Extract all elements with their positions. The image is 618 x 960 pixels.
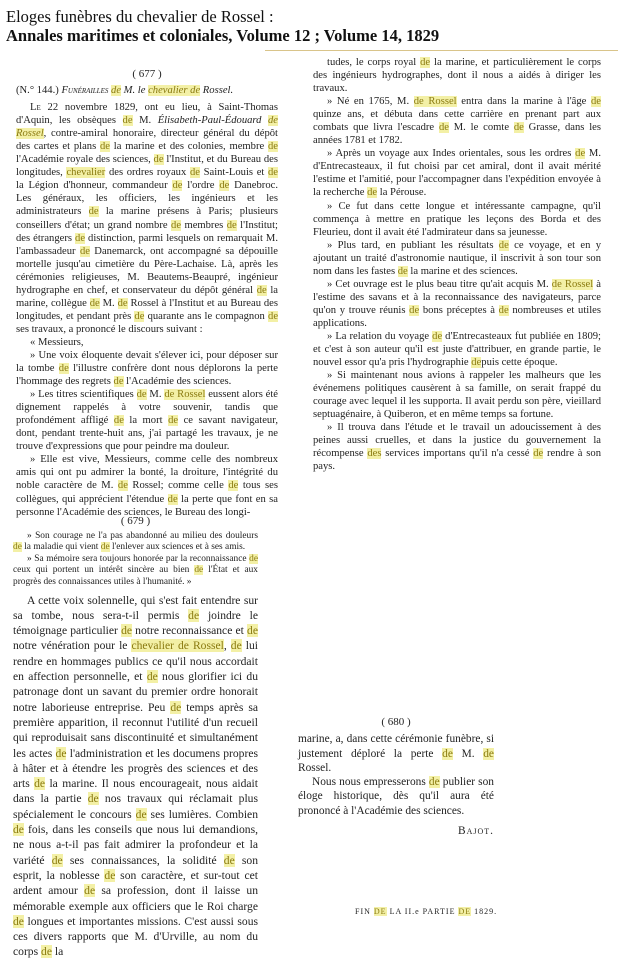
text-run: ce savant navigateur, dont, pendant trente-huit ans, j'ai partagé les travaux, je ne trouve d'expressions que pour peindre ma douleur.: [16, 415, 278, 453]
highlighted-term: de Rossel: [413, 96, 457, 108]
text-run: (N.° 144.): [16, 85, 62, 97]
text-run: ses lumières. Combien: [146, 807, 258, 821]
text-run: membres: [181, 219, 227, 231]
text-run: marine, a, dans cette cérémonie funèbre, si justement déploré la perte: [298, 733, 494, 760]
paragraph: [313, 369, 601, 421]
paragraph: [16, 336, 278, 349]
highlighted-term: de: [146, 670, 158, 684]
quote-block: [13, 531, 258, 589]
text-run: la Légion d'honneur, commandeur: [16, 180, 173, 192]
text-run: Funérailles: [61, 85, 112, 97]
text-run: M. le: [121, 85, 149, 97]
text-run: Rossel à l'Institut et au Bureau des longitudes, et pendant près: [16, 297, 278, 322]
highlighted-term: de Rossel: [164, 389, 206, 401]
highlighted-term: DE: [458, 907, 472, 916]
highlighted-term: de: [168, 415, 179, 427]
signature: Bajot.: [458, 825, 494, 838]
text-run: » Plus tard, en publiant les résultats: [327, 239, 499, 251]
highlighted-term: de: [442, 747, 453, 760]
text-run: la marine, collègue: [16, 284, 279, 309]
text-run: Élisabeth-Paul-Édouard: [157, 115, 268, 127]
text-run: M.: [99, 297, 118, 309]
text-run: » Sa mémoire sera toujours honorée par la reconnaissance: [27, 553, 250, 564]
text-run: tudes, le corps royal: [327, 57, 421, 68]
highlighted-term: de: [117, 480, 128, 492]
highlighted-term: de: [471, 357, 482, 369]
highlighted-term: de: [247, 624, 258, 638]
text-run: la: [51, 945, 64, 959]
text-run: à l'estime des savans et à la reconnaissance des navigateurs, parce qu'on y trouve réunis: [313, 278, 601, 316]
paragraph: [13, 554, 258, 589]
text-run: nos travaux qui réclamait plus spécialement le concours: [13, 792, 258, 821]
paragraph: [298, 775, 494, 818]
highlighted-term: de: [13, 823, 24, 837]
text-run: eussent alors été dignement rappelés à votre souvenir, tandis que profondément affligé: [16, 389, 278, 427]
text-run: la marine et des sciences.: [407, 265, 518, 277]
text-run: notre reconnaissance et: [132, 624, 248, 638]
highlighted-term: de: [267, 141, 278, 153]
highlighted-term: de: [498, 304, 509, 316]
text-run: LA II.e PARTIE: [386, 907, 459, 916]
text-run: » Après un voyage aux Indes orientales, sous les ordres: [327, 148, 576, 160]
scan-page-680: [298, 715, 494, 838]
text-run: Nous nous empresserons: [312, 776, 429, 789]
text-run: M. le comte: [448, 122, 514, 134]
highlighted-term: de: [87, 792, 99, 806]
highlighted-term: chevalier de Rossel: [131, 639, 224, 653]
highlighted-term: de: [99, 141, 110, 153]
text-run: puis cette époque.: [481, 357, 558, 369]
text-run: bons préceptes à: [419, 304, 499, 316]
text-run: des ordres royaux: [105, 167, 190, 179]
highlighted-term: de: [189, 167, 200, 179]
paragraph: [313, 278, 601, 330]
text-run: la marine présens à Paris; plusieurs conseillers d'état; un grand nombre: [16, 206, 278, 231]
editorial-paragraph: [13, 593, 258, 960]
text-run: son esprit, la noblesse: [13, 853, 258, 882]
text-run: ses travaux, a prononcé le discours suivant :: [16, 323, 203, 335]
article-body-continued: [313, 56, 601, 474]
highlighted-term: de: [113, 376, 124, 388]
text-run: l'Institut, et du Bureau des longitudes,: [16, 154, 278, 179]
page-number: ( 679 ): [120, 515, 151, 527]
page-number: ( 680 ): [381, 716, 411, 728]
text-run: Rossel; comme celle: [127, 480, 229, 492]
paragraph: [298, 732, 494, 775]
document-title: Eloges funèbres du chevalier de Rossel :: [6, 7, 274, 26]
text-run: M.: [452, 747, 484, 760]
highlighted-term: de: [135, 807, 147, 821]
paragraph: [16, 453, 278, 518]
text-run: l'ordre: [182, 180, 220, 192]
text-run: nombreuses et utiles applications.: [313, 304, 601, 329]
text-run: rendre à son pays.: [313, 448, 601, 473]
text-run: d'Entrecasteaux fut publiée en 1809; et c'est à son auteur qu'il est juste d'attribuer, en grande partie, le nouvel essor qu'a pris l'hydrographie: [313, 330, 601, 369]
highlighted-term: de: [55, 746, 67, 760]
text-run: M.: [132, 115, 158, 127]
text-run: lui rendre en hommages publics ce qu'il nous accordait en affection personnelle, et: [13, 639, 258, 684]
highlighted-term: de: [432, 330, 443, 342]
text-run: » Les titres scientifiques: [30, 389, 137, 401]
highlighted-term: de: [194, 565, 204, 576]
text-run: l'illustre confrère dont nous déplorons la perte l'hommage des regrets: [16, 363, 278, 388]
text-run: tous ses collègues, qui apprécient l'étendue: [16, 480, 278, 505]
highlighted-term: des: [367, 448, 382, 460]
closing-text: [298, 732, 494, 818]
highlighted-term: de: [409, 304, 420, 316]
text-run: Danebroc. Les généraux, les officiers, les ingénieurs et les administrateurs: [16, 180, 278, 218]
text-run: la perte que font en sa personne l'Académie des sciences, le Bureau des longi-: [16, 493, 278, 518]
highlighted-term: de: [121, 624, 133, 638]
text-run: 22 novembre 1829, ont eu lieu, à Saint-Thomas d'Aquin, les obsèques: [16, 102, 278, 127]
paragraph: [16, 349, 278, 388]
paragraph: [313, 56, 601, 95]
text-run: ses connaissances, la solidité: [62, 853, 224, 867]
text-run: la marine, et particulièrement le corps des ingénieurs hydrographes, dont il nous a aidés à diriger les travaux.: [313, 57, 601, 95]
text-run: sa profession, dont il laisse un mémorable exemple aux officiers que le Roi charge: [13, 884, 258, 913]
scan-page-679: [13, 516, 258, 960]
highlighted-term: de Rossel: [551, 278, 594, 290]
highlighted-term: de: [483, 747, 494, 760]
highlighted-term: de: [75, 232, 86, 244]
highlighted-term: de: [268, 310, 279, 322]
text-run: distinction, parmi lesquels on remarquait M. l'ambassadeur: [16, 232, 278, 257]
highlighted-term: de: [438, 122, 449, 134]
text-run: A cette voix solennelle, qui s'est fait entendre sur sa tombe, nous sera-t-il permis: [13, 593, 258, 622]
paragraph: [313, 421, 601, 473]
text-run: l'enlever aux sciences et à ses amis.: [109, 542, 246, 553]
highlighted-term: de: [228, 480, 239, 492]
highlighted-term: de: [34, 777, 46, 791]
highlighted-term: de: [170, 700, 182, 714]
text-run: longues et importantes missions. C'est aussi sous ces divers rapports que M. d'Urville, au nom du corps: [13, 914, 258, 959]
highlighted-term: de: [590, 96, 601, 108]
text-run: Rossel.: [200, 85, 234, 97]
text-run: , contre-amiral honoraire, directeur général du dépôt des cartes et plans: [16, 128, 278, 153]
text-run: Saint-Louis et: [199, 167, 268, 179]
highlighted-term: de: [117, 297, 128, 309]
text-run: Danemarck, ont accompagné sa dépouille mortelle jusqu'au cimetière du Père-Lachaise. Là, après les cérémonies religieuses, M. Beautems-Beaupré, ingénieur hydrographe en chef, et conservateur du dépôt général: [16, 245, 278, 296]
highlighted-term: chevalier: [66, 167, 106, 179]
text-run: publier son éloge historique, dès qu'il aura été prononcé à l'Académie des sciences.: [298, 776, 494, 817]
text-run: temps après sa première apparition, il reconnut l'utilité d'un recueil qui reproduisait sans discontinuité et simultanément les actes: [13, 700, 258, 760]
highlighted-term: de: [230, 639, 242, 653]
highlighted-term: de: [397, 265, 408, 277]
highlighted-term: de: [172, 180, 183, 192]
highlighted-term: de: [122, 115, 133, 127]
highlighted-term: de: [223, 853, 235, 867]
highlighted-term: de: [113, 415, 124, 427]
text-run: 1829.: [471, 907, 498, 916]
text-run: services importans qu'il n'a cessé: [381, 448, 534, 460]
text-run: l'administration et les documens propres à hâter et à étendre les progrès des sciences et des arts: [13, 746, 258, 791]
text-run: » Si maintenant nous avions à rappeler les malheurs que les événemens politiques causèrent à sa famille, on serait frappé du courage avec lequel il les supporta. Il avait perdu son père, vieillard septuagénaire, à Quiberon, et en même temps sa fortune.: [313, 370, 601, 421]
text-run: » Né en 1765, M.: [327, 96, 414, 108]
highlighted-term: de: [134, 310, 145, 322]
scan-edge-divider: [265, 50, 618, 51]
text-run: quinze ans, et débuta dans cette carrière en prenant part aux combats que livra l'escadre: [313, 109, 601, 134]
text-run: quarante ans le compagnon: [144, 310, 269, 322]
highlighted-term: de: [188, 608, 200, 622]
text-run: » Son courage ne l'a pas abandonné au milieu des douleurs: [27, 530, 258, 541]
text-run: ceux qui portent un intérêt sincère au bien: [13, 565, 195, 576]
highlighted-term: de: [226, 219, 237, 231]
paragraph: [313, 200, 601, 239]
text-run: ce voyage, et en y ajoutant un traité d'astronomie nautique, il inscrivit à son tour son nom dans les fastes: [313, 239, 602, 277]
text-run: » Elle est vive, Messieurs, comme celle des nombreux amis qui ont pu admirer la bonté, la droiture, l'intégrité du noble caractère de M.: [16, 454, 278, 492]
text-run: la Pérouse.: [377, 187, 427, 199]
text-run: M. d'Entrecasteaux, il fut choisi par cet amiral, dont il avait mérité l'estime et l'amitié, pour l'accompagner dans l'expédition envoyée à la recherche: [313, 148, 601, 199]
paragraph: [16, 101, 278, 336]
highlighted-term: de: [104, 868, 116, 882]
highlighted-term: de: [89, 297, 100, 309]
highlighted-term: de: [136, 389, 147, 401]
highlighted-term: de: [58, 363, 69, 375]
highlighted-term: de: [575, 148, 586, 160]
text-run: » La relation du voyage: [327, 330, 433, 342]
highlighted-term: de: [420, 57, 431, 68]
highlighted-term: de: [13, 542, 22, 553]
text-run: la marine. Il nous encourageait, nous aidait dans la partie: [13, 777, 258, 806]
text-run: entra dans la marine à l'âge: [456, 96, 591, 108]
text-run: son caractère, et sur-tout cet ardent amour: [13, 868, 258, 898]
article-body: [16, 101, 278, 519]
paragraph: [313, 147, 601, 199]
paragraph: [13, 531, 258, 554]
highlighted-term: de: [13, 914, 24, 928]
text-run: » Il trouva dans l'étude et le travail un adoucissement à des peines aussi cruelles, et dans la justice du gouvernement la récompense: [313, 422, 601, 460]
highlighted-term: de: [79, 245, 90, 257]
text-run: Rossel.: [298, 761, 332, 774]
text-run: ,: [223, 639, 231, 653]
highlighted-term: de: [171, 219, 182, 231]
paragraph: [16, 388, 278, 453]
document-subtitle: Annales maritimes et coloniales, Volume 12 ; Volume 14, 1829: [6, 26, 440, 45]
end-of-part-note: [355, 907, 497, 916]
text-run: l'Académie royale des sciences,: [16, 154, 154, 166]
paragraph: [313, 95, 601, 147]
highlighted-term: de: [100, 542, 110, 553]
scan-page-677-continued: [313, 56, 601, 474]
highlighted-term: de: [111, 85, 122, 97]
highlighted-term: de: [428, 776, 440, 789]
highlighted-term: chevalier de: [148, 85, 201, 97]
article-heading: [16, 84, 278, 97]
text-run: M.: [146, 389, 165, 401]
text-run: joindre le témoignage particulier: [13, 608, 258, 638]
highlighted-term: de: [249, 553, 258, 564]
highlighted-term: de: [533, 448, 544, 460]
highlighted-term: de: [51, 853, 63, 867]
highlighted-term: de: [268, 167, 278, 179]
text-run: fois, dans les conseils que nous lui demandions, ne nous a-t-il pas fait admirer la profondeur et la variété: [13, 823, 258, 867]
highlighted-term: de: [167, 493, 178, 505]
text-run: la maladie qui vient: [21, 542, 101, 553]
text-run: FIN: [355, 907, 374, 916]
text-run: nous glorifier ici du patronage dont un savant du premier ordre honorait notre laborieuse entreprise. Peu: [13, 670, 258, 714]
text-run: » Une voix éloquente devait s'élever ici, pour déposer sur la tombe: [16, 349, 278, 375]
paragraph: [313, 330, 601, 369]
text-run: » Cet ouvrage est le plus beau titre qu'ait acquis M.: [327, 278, 552, 290]
highlighted-term: de: [498, 239, 509, 251]
text-run: la marine et des colonies, membre: [109, 141, 268, 153]
highlighted-term: de: [41, 945, 52, 959]
text-run: l'Institut; des étrangers: [16, 219, 278, 244]
text-run: Le: [30, 102, 41, 114]
highlighted-term: de: [219, 180, 230, 192]
text-run: » Ce fut dans cette longue et intéressante campagne, qu'il commença à mettre en pratique les leçons des Borda et des Fleurieu, dont il avait été l'admirateur dans sa jeunesse.: [313, 200, 601, 238]
highlighted-term: de: [88, 206, 99, 218]
highlighted-term: de: [153, 154, 164, 166]
text-run: la mort: [123, 415, 169, 427]
highlighted-term: de: [84, 884, 96, 898]
text-run: l'État et aux progrès des connaissances utiles à l'humanité. »: [13, 565, 258, 587]
text-run: Grasse, dans les années 1781 et 1782.: [313, 122, 602, 147]
text-run: « Messieurs,: [30, 336, 84, 348]
highlighted-term: DE: [373, 907, 387, 916]
text-run: l'Académie des sciences.: [123, 376, 232, 388]
scan-page-677: [16, 68, 278, 519]
highlighted-term: de: [367, 187, 378, 199]
text-run: notre vénération pour le: [13, 639, 132, 653]
page-number: ( 677 ): [132, 68, 162, 80]
highlighted-term: de: [256, 284, 267, 296]
highlighted-term: de: [513, 122, 524, 134]
paragraph: [313, 239, 601, 278]
highlighted-term: de Rossel: [16, 115, 278, 140]
